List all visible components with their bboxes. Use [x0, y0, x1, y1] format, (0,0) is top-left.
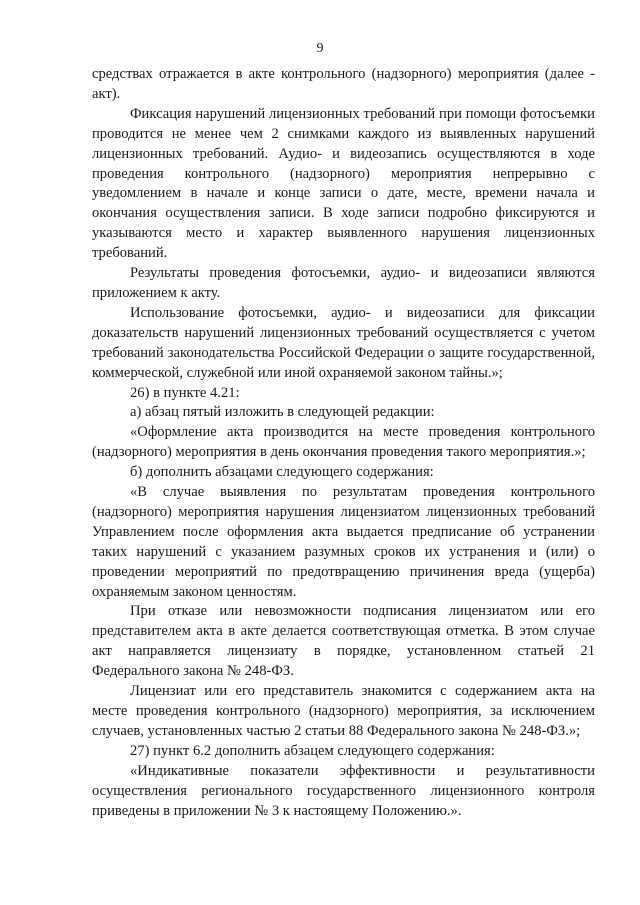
list-item: 27) пункт 6.2 дополнить абзацем следующего содержания: — [130, 742, 495, 759]
page-number: 9 — [316, 41, 324, 56]
paragraph: Фиксация нарушений лицензионных требований при помощи фотосъемки проводится не менее чем 2 снимками каждого из выявленных нарушений лицензионных требований. Аудио- и видеозапись осуществляются в ходе проведения контрольного (надзорного) мероприятия непрерывно с уведомлением в начале и конце записи о дате, месте, времени начала и окончания осуществления записи. В ходе записи подробно фиксируются и указываются место и характер выявленного нарушения лицензионных требований. — [92, 105, 595, 262]
quoted-paragraph: «В случае выявления по результатам проведения контрольного (надзорного) мероприятия нарушения лицензиатом лицензионных требований Управлением после оформления акта выдается предписание об устранении таких нарушений с указанием разумных сроков их устранения и (или) о проведении мероприятий по предотвращению причинения вреда (ущерба) охраняемым законом ценностям. — [92, 484, 595, 600]
document-body — [92, 65, 595, 821]
quoted-paragraph: «Индикативные показатели эффективности и результативности осуществления регионального государственного лицензионного контроля приведены в приложении № 3 к настоящему Положению.». — [92, 762, 595, 819]
paragraph: При отказе или невозможности подписания лицензиатом или его представителем акта в акте делается соответствующая отметка. В этом случае акт направляется лицензиату в порядке, установленном статьей 21 Федерального закона № 248-ФЗ. — [92, 603, 595, 680]
paragraph: средствах отражается в акте контрольного (надзорного) мероприятия (далее - акт). — [92, 66, 595, 102]
list-item: б) дополнить абзацами следующего содержания: — [130, 464, 434, 481]
list-item: а) абзац пятый изложить в следующей редакции: — [130, 404, 435, 421]
paragraph: Лицензиат или его представитель знакомится с содержанием акта на месте проведения контрольного (надзорного) мероприятия, за исключением случаев, установленных частью 2 статьи 88 Федерального закона № 248-ФЗ.»; — [92, 683, 595, 739]
paragraph: Использование фотосъемки, аудио- и видеозаписи для фиксации доказательств нарушений лицензионных требований осуществляется с учетом требований законодательства Российской Федерации о защите государственной, коммерческой, служебной или иной охраняемой законом тайны.»; — [92, 304, 595, 381]
paragraph: Результаты проведения фотосъемки, аудио- и видеозаписи являются приложением к акту. — [92, 265, 595, 301]
quoted-paragraph: «Оформление акта производится на месте проведения контрольного (надзорного) мероприятия в день окончания проведения такого мероприятия.»; — [92, 424, 595, 461]
list-item: 26) в пункте 4.21: — [130, 384, 240, 401]
